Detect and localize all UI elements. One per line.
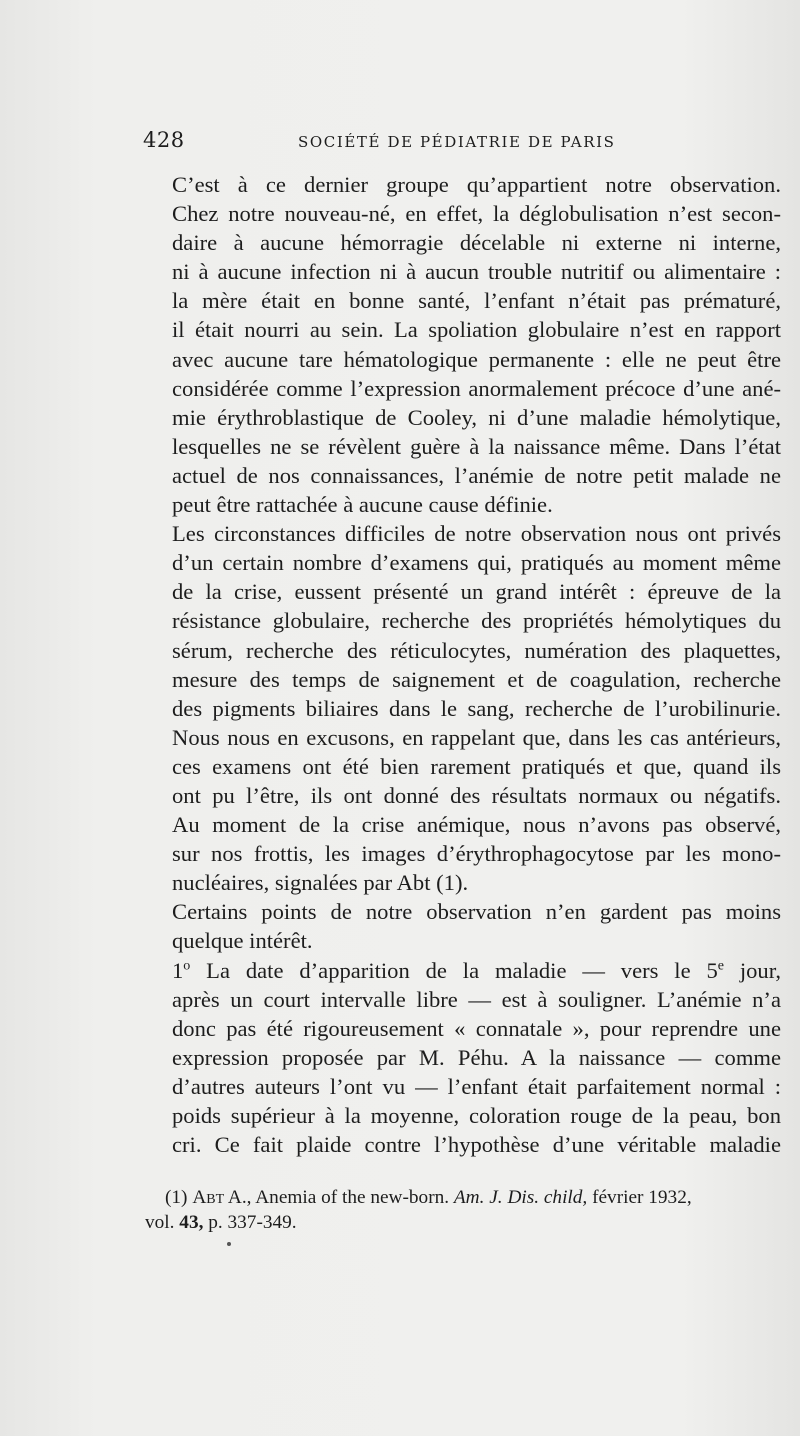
ordinal-superscript: o — [183, 958, 191, 973]
text-line: d’un certain nombre d’examens qui, pratiqués au moment même — [172, 550, 781, 576]
text-line: actuel de nos connaissances, l’anémie de notre petit malade ne — [172, 462, 781, 488]
footnote — [145, 1185, 785, 1235]
text-line: avec aucune tare hématologique permanente : elle ne peut être — [172, 346, 781, 372]
text-line: mie érythroblastique de Cooley, ni d’une maladie hémolytique, — [172, 404, 781, 430]
text-line: nucléaires, signalées par Abt (1). — [172, 870, 469, 896]
text-line: Les circonstances difficiles de notre observation nous ont privés — [172, 521, 781, 547]
text-line: poids supérieur à la moyenne, coloration rouge de la peau, bon — [172, 1103, 781, 1128]
text-line: de la crise, eussent présenté un grand intérêt : épreuve de la — [172, 579, 781, 605]
text-line: il était nourri au sein. La spoliation globulaire n’est en rapport — [172, 317, 781, 343]
text-line: ont pu l’être, ils ont donné des résultats normaux ou négatifs. — [172, 782, 781, 808]
print-speck — [227, 1242, 231, 1246]
text-line: considérée comme l’expression anormalement précoce d’une ané- — [172, 375, 781, 401]
item-number: 1 — [172, 957, 184, 983]
text-line: cri. Ce fait plaide contre l’hypothèse d’une véritable maladie — [172, 1132, 781, 1158]
text-line: des pigments biliaires dans le sang, recherche de l’urobilinurie. — [172, 695, 781, 721]
text-line: quelque intérêt. — [172, 928, 313, 954]
text-line: sur nos frottis, les images d’érythrophagocytose par les mono- — [172, 841, 781, 867]
text-line: la mère était en bonne santé, l’enfant n’était pas prématuré, — [172, 288, 781, 314]
footnote-line — [145, 1185, 785, 1210]
footnote-line — [145, 1210, 785, 1235]
text-line: daire à aucune hémorragie décelable ni externe ni interne, — [172, 230, 781, 256]
page-header — [143, 128, 643, 158]
page-number: 428 — [143, 128, 185, 152]
footnote-pages: p. 337-349. — [208, 1212, 297, 1233]
text-line: peut être rattachée à aucune cause définie. — [172, 492, 553, 518]
text-line: Nous nous en excusons, en rappelant que, dans les cas antérieurs, — [172, 724, 781, 750]
footnote-date: février 1932, — [592, 1187, 692, 1208]
text-line: d’autres auteurs l’ont vu — l’enfant était parfaitement normal : — [172, 1073, 781, 1099]
text-line: expression proposée par M. Péhu. A la naissance — comme — [172, 1044, 781, 1070]
text-line: mesure des temps de saignement et de coagulation, recherche — [172, 666, 781, 692]
footnote-title: Anemia of the new-born. — [255, 1187, 450, 1208]
footnote-volume-label: vol. — [145, 1212, 175, 1233]
running-title: SOCIÉTÉ DE PÉDIATRIE DE PARIS — [298, 133, 616, 151]
text-line: lesquelles ne se révèlent guère à la naissance même. Dans l’état — [172, 433, 781, 459]
text-line: Chez notre nouveau-né, en effet, la déglobulisation n’est secon- — [172, 201, 781, 227]
text-line: Au moment de la crise anémique, nous n’avons pas observé, — [172, 812, 781, 838]
text-line: donc pas été rigoureusement « connatale », pour reprendre une — [172, 1015, 781, 1041]
footnote-author-initial: A., — [227, 1187, 252, 1208]
text-fragment: La date d’apparition de la maladie — vers le 5 — [190, 957, 718, 983]
paragraph-3 — [145, 897, 781, 955]
text-line: ni à aucune infection ni à aucun trouble nutritif ou alimentaire : — [172, 259, 781, 285]
text-line: C’est à ce dernier groupe qu’appartient notre observation. — [172, 172, 781, 197]
footnote-volume: 43, — [179, 1212, 204, 1233]
text-line: résistance globulaire, recherche des propriétés hémolytiques du — [172, 608, 781, 634]
text-line: sérum, recherche des réticulocytes, numération des plaquettes, — [172, 637, 781, 663]
footnote-journal: Am. J. Dis. child, — [453, 1187, 588, 1208]
text-fragment: jour, — [724, 957, 782, 983]
ordinal-superscript: e — [717, 958, 724, 973]
text-line-numbered — [145, 956, 781, 985]
paragraph-2 — [145, 519, 781, 897]
paragraph-4 — [145, 956, 781, 1160]
body-text — [145, 170, 781, 1159]
footnote-author: Abt — [192, 1187, 225, 1208]
text-line: après un court intervalle libre — est à souligner. L’anémie n’a — [172, 986, 781, 1012]
text-line: Certains points de notre observation n’en gardent pas moins — [172, 899, 781, 925]
footnote-marker: (1) — [165, 1187, 188, 1208]
paragraph-1 — [145, 170, 781, 519]
text-line: ces examens ont été bien rarement pratiqués et que, quand ils — [172, 753, 781, 779]
